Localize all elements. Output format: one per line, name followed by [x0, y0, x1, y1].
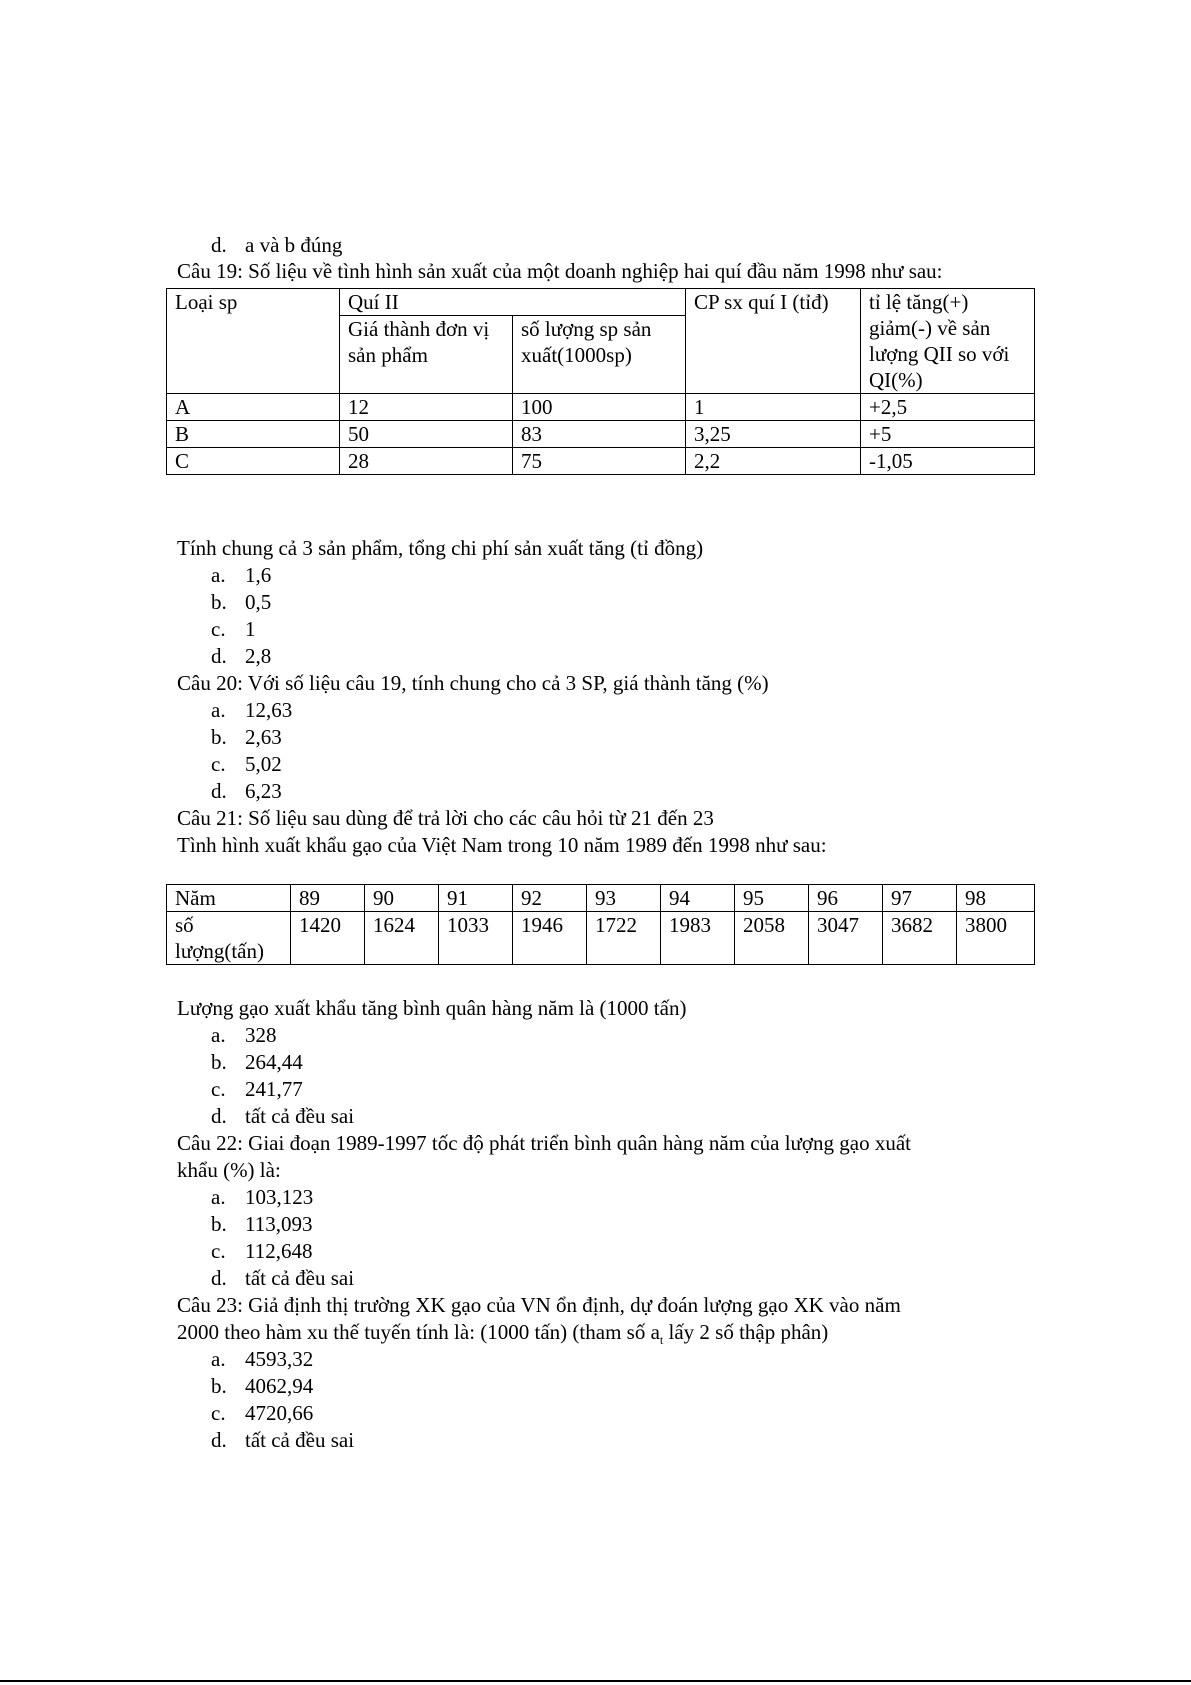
q19-question: Câu 19: Số liệu về tình hình sản xuất của một doanh nghiệp hai quí đầu năm 1998 như sau: — [177, 259, 943, 283]
option-label: b. — [211, 1374, 227, 1398]
year-cell: 96 — [809, 885, 883, 912]
option-text: 4062,94 — [245, 1374, 314, 1398]
option-text: 1 — [245, 617, 256, 641]
year-cell: 95 — [735, 885, 809, 912]
option-text: 1,6 — [245, 563, 272, 587]
table-row — [167, 421, 1035, 448]
option-label: d. — [211, 779, 227, 803]
option-text: 328 — [245, 1023, 277, 1047]
header-qui-ii: Quí II — [340, 289, 686, 316]
option-text: tất cả đều sai — [245, 1266, 355, 1290]
option-label: c. — [211, 1401, 226, 1425]
table-row — [167, 394, 1035, 421]
year-cell: 91 — [439, 885, 513, 912]
option-text: 103,123 — [245, 1185, 314, 1209]
q19-option-c — [211, 616, 256, 642]
cell-gia: 50 — [340, 421, 513, 448]
q18-option-d — [211, 232, 342, 258]
cell-ti-le: -1,05 — [861, 448, 1035, 475]
rice-export-table — [166, 884, 1035, 965]
year-header: Năm — [167, 885, 291, 912]
q21-context: Tình hình xuất khẩu gạo của Việt Nam trong 10 năm 1989 đến 1998 như sau: — [177, 833, 827, 857]
cell-cp: 2,2 — [686, 448, 861, 475]
q23-question-line1: Câu 23: Giả định thị trường XK gạo của VN ổn định, dự đoán lượng gạo XK vào năm — [177, 1293, 901, 1317]
quantity-header: số lượng(tấn) — [167, 912, 291, 965]
option-text: 113,093 — [245, 1212, 313, 1236]
q19-option-b — [211, 589, 271, 615]
year-cell: 98 — [957, 885, 1035, 912]
q23-option-a — [211, 1346, 313, 1372]
header-ti-le: tỉ lệ tăng(+) giảm(-) về sản lượng QII so với QI(%) — [861, 289, 1035, 394]
cell-loai: A — [167, 394, 340, 421]
q21-option-a — [211, 1022, 277, 1048]
option-text: 6,23 — [245, 779, 282, 803]
option-text: 12,63 — [245, 698, 293, 722]
option-text: 241,77 — [245, 1077, 303, 1101]
q22-option-c — [211, 1238, 312, 1264]
option-text: tất cả đều sai — [245, 1104, 355, 1128]
q21-option-b — [211, 1049, 303, 1075]
option-text: 264,44 — [245, 1050, 303, 1074]
q21-prompt: Lượng gạo xuất khẩu tăng bình quân hàng năm là (1000 tấn) — [177, 996, 687, 1020]
cell-cp: 3,25 — [686, 421, 861, 448]
cell-loai: B — [167, 421, 340, 448]
header-so-luong: số lượng sp sản xuất(1000sp) — [513, 316, 686, 394]
q22-question-line1: Câu 22: Giai đoạn 1989-1997 tốc độ phát triển bình quân hàng năm của lượng gạo xuất — [177, 1131, 911, 1155]
quantity-cell: 1033 — [439, 912, 513, 965]
option-label: c. — [211, 617, 226, 641]
cell-so-luong: 83 — [513, 421, 686, 448]
q21-option-d — [211, 1103, 354, 1129]
quantity-row — [167, 912, 1035, 965]
cell-so-luong: 100 — [513, 394, 686, 421]
q20-option-a — [211, 697, 292, 723]
quantity-cell: 1983 — [661, 912, 735, 965]
option-label: b. — [211, 725, 227, 749]
q19-option-a — [211, 562, 271, 588]
option-text: tất cả đều sai — [245, 1428, 355, 1452]
quantity-cell: 3800 — [957, 912, 1035, 965]
cell-ti-le: +5 — [861, 421, 1035, 448]
header-cp-qui-i: CP sx quí I (tỉđ) — [686, 289, 861, 394]
option-text: 112,648 — [245, 1239, 313, 1263]
q23-line2-pre: 2000 theo hàm xu thế tuyến tính là: (1000 tấn) (tham số a — [177, 1320, 660, 1344]
option-label: b. — [211, 590, 227, 614]
quantity-cell: 1946 — [513, 912, 587, 965]
cell-loai: C — [167, 448, 340, 475]
option-label: a. — [211, 1185, 226, 1209]
option-label: a. — [211, 698, 226, 722]
q22-option-b — [211, 1211, 312, 1237]
option-label: a. — [211, 1023, 226, 1047]
cell-cp: 1 — [686, 394, 861, 421]
q23-option-b — [211, 1373, 313, 1399]
q23-line2-post: lấy 2 số thập phân) — [663, 1320, 829, 1344]
q20-question: Câu 20: Với số liệu câu 19, tính chung cho cả 3 SP, giá thành tăng (%) — [177, 671, 769, 695]
q23-question-line2 — [177, 1319, 829, 1348]
q20-option-b — [211, 724, 282, 750]
q22-question-line2: khẩu (%) là: — [177, 1158, 281, 1182]
option-label: d. — [211, 1104, 227, 1128]
option-text: 2,63 — [245, 725, 282, 749]
cell-gia: 28 — [340, 448, 513, 475]
q22-option-a — [211, 1184, 313, 1210]
option-label: a. — [211, 563, 226, 587]
quantity-cell: 2058 — [735, 912, 809, 965]
option-text: 4593,32 — [245, 1347, 314, 1371]
year-cell: 94 — [661, 885, 735, 912]
cell-ti-le: +2,5 — [861, 394, 1035, 421]
header-gia-thanh: Giá thành đơn vị sản phẩm — [340, 316, 513, 394]
option-label: a. — [211, 1347, 226, 1371]
quantity-cell: 1722 — [587, 912, 661, 965]
year-cell: 90 — [365, 885, 439, 912]
q19-option-d — [211, 643, 271, 669]
option-label: c. — [211, 1239, 226, 1263]
q20-option-c — [211, 751, 282, 777]
q21-intro: Câu 21: Số liệu sau dùng để trả lời cho các câu hỏi từ 21 đến 23 — [177, 806, 714, 830]
option-label: d. — [211, 1428, 227, 1452]
table-row — [167, 448, 1035, 475]
year-row — [167, 885, 1035, 912]
quantity-cell: 1420 — [291, 912, 365, 965]
option-text: 2,8 — [245, 644, 272, 668]
q22-option-d — [211, 1265, 354, 1291]
quantity-cell: 3047 — [809, 912, 883, 965]
option-label: c. — [211, 752, 226, 776]
year-cell: 92 — [513, 885, 587, 912]
quantity-cell: 3682 — [883, 912, 957, 965]
option-label: d. — [211, 644, 227, 668]
q19-prompt: Tính chung cả 3 sản phẩm, tổng chi phí sản xuất tăng (tỉ đồng) — [177, 536, 704, 560]
option-text: 5,02 — [245, 752, 282, 776]
quantity-cell: 1624 — [365, 912, 439, 965]
year-cell: 97 — [883, 885, 957, 912]
year-cell: 93 — [587, 885, 661, 912]
option-text: a và b đúng — [245, 233, 343, 257]
option-label: b. — [211, 1050, 227, 1074]
q20-option-d — [211, 778, 282, 804]
q23-line2-subscript: t — [659, 1333, 664, 1348]
header-loai-sp: Loại sp — [167, 289, 340, 394]
q23-option-c — [211, 1400, 313, 1426]
option-text: 0,5 — [245, 590, 272, 614]
q19-production-table — [166, 288, 1035, 475]
q23-option-d — [211, 1427, 354, 1453]
cell-gia: 12 — [340, 394, 513, 421]
option-label: d. — [211, 1266, 227, 1290]
option-text: 4720,66 — [245, 1401, 314, 1425]
option-label: c. — [211, 1077, 226, 1101]
year-cell: 89 — [291, 885, 365, 912]
option-label: d. — [211, 233, 227, 257]
cell-so-luong: 75 — [513, 448, 686, 475]
page-bottom-rule — [0, 1680, 1191, 1682]
q21-option-c — [211, 1076, 303, 1102]
option-label: b. — [211, 1212, 227, 1236]
